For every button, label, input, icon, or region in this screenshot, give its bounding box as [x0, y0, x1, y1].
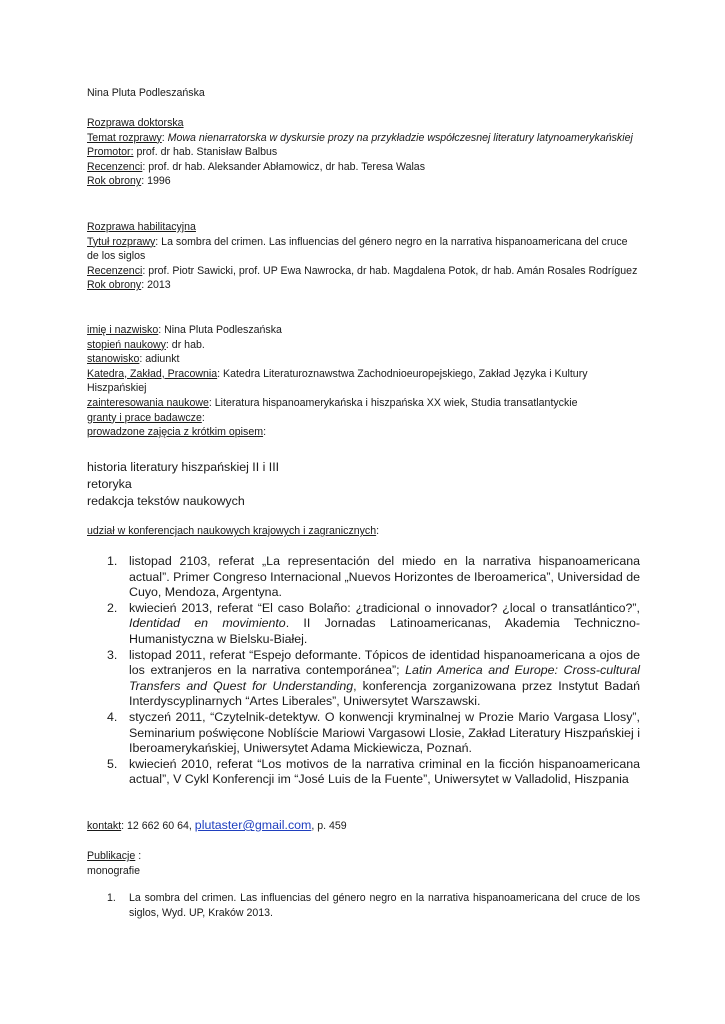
profile-position-label: stanowisko — [87, 353, 140, 366]
profile-interests-value: : Literatura hispanoamerykańska i hiszpańska XX wiek, Studia transatlantyckie — [208, 396, 578, 409]
doctorate-year-label: Rok obrony — [87, 175, 142, 188]
course-item: retoryka — [87, 477, 132, 491]
contact-email-link[interactable]: plutaster@gmail.com — [194, 818, 312, 832]
list-item — [87, 601, 640, 648]
course-item: historia literatury hiszpańskiej II i III — [87, 460, 280, 474]
doctorate-promoter-value: prof. dr hab. Stanisław Balbus — [136, 146, 278, 159]
conference-text-tail: , konferencja zorganizowana przez Instytut Badań Interdyscyplinarnych “Artes Liberales”, Uniwersytet Warszawski. — [129, 678, 640, 709]
doctorate-promoter-label: Promotor: — [87, 146, 134, 159]
profile-position-value: : adiunkt — [139, 353, 180, 366]
conferences-colon: : — [376, 525, 380, 537]
conference-event-title: Identidad en movimiento — [129, 616, 286, 631]
profile-classes-value: : — [263, 426, 267, 439]
profile-name-label: imię i nazwisko — [87, 324, 159, 336]
contact-room: , p. 459 — [311, 820, 347, 832]
habilitation-reviewers-value: : prof. Piotr Sawicki, prof. UP Ewa Nawrocka, dr hab. Magdalena Potok, dr hab. Amán Rosales Rodríguez — [142, 264, 638, 277]
conference-text: kwiecień 2010, referat “Los motivos de la narrativa criminal en la ficción hispanoamericana actual”, V Cykl Konferencji im “José Luis de la Fuente”, Uniwersytet w Valladolid, Hiszpania — [129, 756, 640, 787]
doctorate-reviewers-label: Recenzenci — [87, 160, 143, 173]
doctorate-heading: Rozprawa doktorska — [87, 117, 184, 129]
list-item-number: 3. — [107, 647, 118, 662]
list-item-number: 5. — [107, 756, 118, 771]
profile-interests-label: zainteresowania naukowe — [87, 396, 209, 409]
profile-name-value: : Nina Pluta Podleszańska — [158, 324, 282, 336]
list-item — [87, 554, 640, 601]
publications-list — [87, 891, 640, 920]
publications-section — [87, 849, 639, 878]
habilitation-year-label: Rok obrony — [87, 279, 142, 292]
profile-classes-label: prowadzone zajęcia z krótkim opisem — [87, 426, 264, 439]
list-item-number: 1. — [107, 554, 118, 568]
doctorate-section: Rozprawa doktorska Temat rozprawy: Mowa nienarratorska w dyskursie prozy na przykładzie współczesnej literatury latynoamerykańskiej Promotor: prof. dr hab. Stanisław Balbus Recenzenci: prof. dr hab. Aleksander Abłamowicz, dr hab. Teresa Walas Rok obrony: 1996 — [87, 117, 633, 188]
list-item — [87, 757, 640, 788]
publications-subheading: monografie — [87, 864, 140, 877]
publications-colon: : — [135, 850, 142, 862]
habilitation-title-label: Tytuł rozprawy — [87, 235, 156, 248]
contact-phone: : 12 662 60 64, — [121, 820, 195, 832]
profile-degree-value: : dr hab. — [165, 338, 205, 351]
publications-label: Publikacje — [87, 850, 136, 862]
course-item: redakcja tekstów naukowych — [87, 494, 245, 508]
doctorate-topic-label: Temat rozprawy — [87, 131, 162, 144]
doctorate-reviewers-value: : prof. dr hab. Aleksander Abłamowicz, dr hab. Teresa Walas — [142, 160, 426, 173]
profile-degree-label: stopień naukowy — [87, 338, 166, 351]
doctorate-topic-value: Mowa nienarratorska w dyskursie prozy na przykładzie współczesnej literatury latynoamerykańskiej — [167, 131, 633, 144]
courses-list — [87, 459, 639, 510]
conference-text: listopad 2011, referat “Espejo deformante. Tópicos de identidad hispanoamericana a ojos de los extranjeros en la narrativa contemporánea”; — [129, 647, 640, 678]
habilitation-title-value: : La sombra del crimen. Las influencias del género negro en la narrativa hispanoamericana del cruce de los siglos — [87, 235, 628, 263]
conference-text-tail: . II Jornadas Latinoamericanas, Akademia Techniczno-Humanistyczna w Bielsku-Białej. — [129, 616, 640, 646]
profile-grants-label: granty i prace badawcze — [87, 411, 202, 424]
habilitation-heading: Rozprawa habilitacyjna — [87, 221, 196, 233]
list-item-number: 2. — [107, 600, 118, 615]
conference-text: kwiecień 2013, referat “El caso Bolaño: ¿tradicional o innovador? ¿local o transatlántico?”, — [129, 600, 640, 615]
contact-label: kontakt — [87, 820, 122, 832]
profile-grants-value: : — [201, 411, 205, 424]
conferences-label: udział w konferencjach naukowych krajowych i zagranicznych — [87, 525, 377, 537]
doctorate-year-value: : 1996 — [141, 175, 171, 188]
list-item — [87, 710, 640, 757]
list-item-number: 4. — [107, 709, 118, 724]
profile-section — [87, 323, 639, 440]
conference-text: styczeń 2011, “Czytelnik-detektyw. O konwencji kryminalnej w Prozie Mario Vargasa Llosy”, Seminarium poświęcone Noblíście Mariowi Vargasowi Llosie, Zakład Literatury Hiszpańskiej i Iberoamerykańskiej, Uniwersytet Adama Mickiewicza, Poznań. — [129, 709, 640, 756]
conference-text: listopad 2103, referat „La representación del miedo en la narrativa hispanoamericana actual”. Primer Congreso Internacional „Nuevos Horizontes de Iberoamerica”, Universidad de Cuyo, Mendoza, Argentyna. — [129, 554, 641, 600]
list-item-number: 1. — [107, 892, 116, 904]
list-item — [87, 891, 640, 920]
conferences-heading — [87, 524, 639, 539]
habilitation-reviewers-label: Recenzenci — [87, 264, 143, 277]
list-item — [87, 648, 640, 710]
habilitation-section — [87, 220, 639, 293]
profile-unit-value: : Katedra Literaturoznawstwa Zachodnioeuropejskiego, Zakład Języka i Kultury Hiszpańskiej — [87, 367, 588, 395]
author-name: Nina Pluta Podleszańska — [87, 87, 205, 99]
conferences-list — [87, 554, 640, 788]
publication-text: La sombra del crimen. Las influencias del género negro en la narrativa hispanoamericana del cruce de los siglos, Wyd. UP, Kraków 2013. — [129, 892, 640, 919]
conference-event-title: Latin America and Europe: Cross-cultural Transfers and Quest for Understanding — [129, 663, 640, 693]
profile-unit-label: Katedra, Zakład, Pracownia — [87, 367, 218, 380]
habilitation-year-value: : 2013 — [141, 279, 171, 292]
contact-line — [87, 818, 639, 834]
